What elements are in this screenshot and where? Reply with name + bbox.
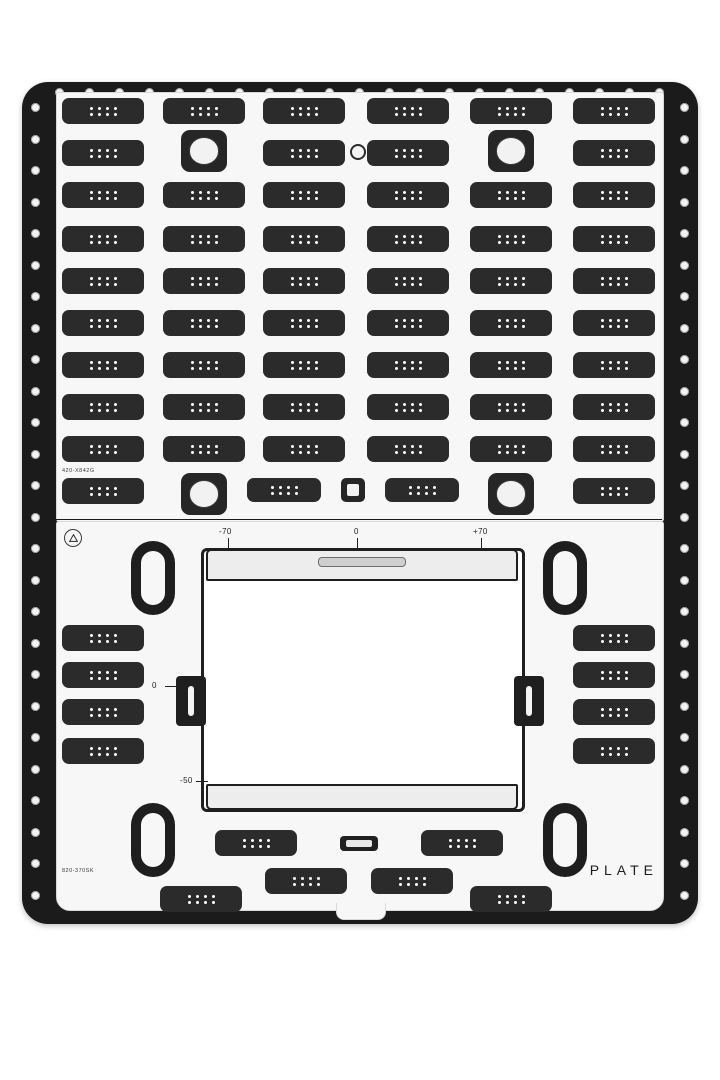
- rail-hole-right: [680, 135, 689, 144]
- pad-dots: [191, 277, 218, 286]
- label-left-minus50: -50: [180, 776, 193, 785]
- pad-dots: [395, 361, 422, 370]
- tick-left-minus50: [196, 781, 208, 782]
- mount-pad: [573, 226, 655, 252]
- mount-pad: [367, 182, 449, 208]
- mount-pad: [367, 310, 449, 336]
- boss-upper-left: [181, 130, 227, 172]
- rail-hole-right: [680, 481, 689, 490]
- mount-pad: [263, 140, 345, 166]
- pad-dots: [498, 895, 525, 904]
- label-left-zero: 0: [152, 681, 157, 690]
- mount-pad: [263, 226, 345, 252]
- rail-hole-right: [680, 198, 689, 207]
- pad-dots: [291, 277, 318, 286]
- pad-dots: [601, 191, 628, 200]
- rail-hole-left: [31, 859, 40, 868]
- rail-hole-left: [31, 765, 40, 774]
- mount-pad: [62, 140, 144, 166]
- pad-dots: [90, 277, 117, 286]
- mount-pad: [367, 352, 449, 378]
- mount-pad: [62, 625, 144, 651]
- pad-dots: [291, 445, 318, 454]
- mount-pad: [470, 268, 552, 294]
- pad-dots: [601, 708, 628, 717]
- mount-pad: [163, 436, 245, 462]
- bottom-notch: [336, 903, 386, 920]
- mount-pad: [371, 868, 453, 894]
- mount-pad: [470, 886, 552, 912]
- pad-dots: [191, 445, 218, 454]
- mount-pad: [470, 394, 552, 420]
- rail-hole-right: [680, 607, 689, 616]
- pad-dots: [601, 319, 628, 328]
- pad-dots: [90, 487, 117, 496]
- mount-pad: [62, 268, 144, 294]
- bay-top-slot: [318, 557, 406, 567]
- rail-hole-right: [680, 702, 689, 711]
- rail-hole-right: [680, 765, 689, 774]
- rail-hole-left: [31, 702, 40, 711]
- label-top-zero: 0: [354, 527, 359, 536]
- mount-pad: [573, 352, 655, 378]
- pad-dots: [291, 191, 318, 200]
- pad-dots: [395, 191, 422, 200]
- mount-pad: [470, 352, 552, 378]
- mount-pad: [62, 738, 144, 764]
- rail-hole-left: [31, 828, 40, 837]
- square-boss-center: [341, 478, 365, 502]
- panel-seam: [56, 519, 662, 520]
- bay-bottom-lip: [206, 784, 518, 810]
- rail-hole-left: [31, 387, 40, 396]
- pad-dots: [498, 107, 525, 116]
- mount-pad: [367, 98, 449, 124]
- mount-pad: [573, 478, 655, 504]
- center-bay: [201, 548, 525, 812]
- mount-pad: [573, 268, 655, 294]
- pad-dots: [188, 895, 215, 904]
- rail-hole-right: [680, 733, 689, 742]
- mount-pad: [163, 182, 245, 208]
- rail-hole-right: [680, 859, 689, 868]
- mount-pad: [62, 226, 144, 252]
- mount-pad: [163, 226, 245, 252]
- pad-dots: [498, 235, 525, 244]
- pad-dots: [395, 403, 422, 412]
- mount-pad: [263, 98, 345, 124]
- mount-pad: [573, 310, 655, 336]
- pad-dots: [291, 319, 318, 328]
- pad-dots: [90, 235, 117, 244]
- mount-pad: [163, 98, 245, 124]
- mount-pad: [573, 662, 655, 688]
- tick-left-zero: [165, 686, 177, 687]
- rail-hole-left: [31, 544, 40, 553]
- pad-dots: [601, 107, 628, 116]
- pad-dots: [191, 235, 218, 244]
- rail-hole-left: [31, 292, 40, 301]
- pad-dots: [601, 747, 628, 756]
- pad-dots: [291, 235, 318, 244]
- mount-pad: [367, 140, 449, 166]
- mount-pad: [573, 182, 655, 208]
- mount-pad: [215, 830, 297, 856]
- mount-pad: [385, 478, 459, 502]
- pad-dots: [90, 107, 117, 116]
- oblong-cutout-bottom-left: [131, 803, 175, 877]
- rail-hole-right: [680, 355, 689, 364]
- mount-pad: [62, 310, 144, 336]
- pad-dots: [601, 403, 628, 412]
- pad-dots: [395, 235, 422, 244]
- pad-dots: [395, 107, 422, 116]
- rail-hole-left: [31, 166, 40, 175]
- warning-triangle-icon: [64, 529, 82, 547]
- mount-pad: [62, 478, 144, 504]
- rail-hole-right: [680, 796, 689, 805]
- rail-hole-right: [680, 292, 689, 301]
- rail-hole-right: [680, 828, 689, 837]
- rail-hole-left: [31, 796, 40, 805]
- mount-pad: [263, 394, 345, 420]
- pad-dots: [601, 277, 628, 286]
- pilot-hole: [350, 144, 366, 160]
- mount-pad: [573, 140, 655, 166]
- rail-hole-left: [31, 229, 40, 238]
- rail-hole-left: [31, 355, 40, 364]
- port-icon: [340, 836, 378, 851]
- pad-dots: [601, 149, 628, 158]
- pad-dots: [291, 149, 318, 158]
- pad-dots: [90, 361, 117, 370]
- label-top-minus70: -70: [219, 527, 232, 536]
- pad-dots: [191, 361, 218, 370]
- bay-clamp-right: [514, 676, 544, 726]
- pad-dots: [498, 445, 525, 454]
- part-code-top: 420-X842G: [62, 468, 95, 474]
- pad-dots: [191, 403, 218, 412]
- mount-pad: [263, 436, 345, 462]
- mount-pad: [573, 98, 655, 124]
- rail-hole-left: [31, 670, 40, 679]
- mount-pad: [163, 310, 245, 336]
- rail-hole-right: [680, 324, 689, 333]
- pad-dots: [191, 319, 218, 328]
- pad-dots: [498, 191, 525, 200]
- pad-dots: [293, 877, 320, 886]
- mount-pad: [163, 394, 245, 420]
- pad-dots: [409, 486, 436, 495]
- pad-dots: [498, 277, 525, 286]
- rail-hole-right: [680, 261, 689, 270]
- mount-pad: [421, 830, 503, 856]
- mount-pad: [62, 98, 144, 124]
- rail-hole-left: [31, 103, 40, 112]
- pad-dots: [271, 486, 298, 495]
- mount-pad: [62, 699, 144, 725]
- rail-hole-right: [680, 513, 689, 522]
- pad-dots: [395, 277, 422, 286]
- brand-label: PLATE: [589, 862, 658, 878]
- rail-hole-right: [680, 576, 689, 585]
- bay-clamp-left: [176, 676, 206, 726]
- mount-pad: [265, 868, 347, 894]
- mount-pad: [62, 394, 144, 420]
- pad-dots: [601, 235, 628, 244]
- pad-dots: [601, 361, 628, 370]
- rail-hole-left: [31, 135, 40, 144]
- mount-pad: [263, 268, 345, 294]
- rail-hole-right: [680, 418, 689, 427]
- rail-hole-right: [680, 387, 689, 396]
- mount-pad: [573, 625, 655, 651]
- mount-pad: [470, 182, 552, 208]
- pad-dots: [90, 191, 117, 200]
- rail-hole-left: [31, 733, 40, 742]
- pad-dots: [90, 708, 117, 717]
- mount-pad: [573, 394, 655, 420]
- rail-hole-right: [680, 166, 689, 175]
- mount-pad: [573, 699, 655, 725]
- rail-hole-right: [680, 670, 689, 679]
- mount-pad: [62, 352, 144, 378]
- pad-dots: [498, 403, 525, 412]
- mount-pad: [163, 352, 245, 378]
- tick-top-minus70: [228, 538, 229, 548]
- pad-dots: [90, 445, 117, 454]
- mount-pad: [62, 182, 144, 208]
- mount-pad: [573, 738, 655, 764]
- pad-dots: [291, 361, 318, 370]
- rail-hole-right: [680, 103, 689, 112]
- pad-dots: [90, 671, 117, 680]
- pad-dots: [291, 107, 318, 116]
- tick-top-plus70: [481, 538, 482, 548]
- rail-hole-left: [31, 450, 40, 459]
- tick-top-zero: [357, 538, 358, 548]
- rail-hole-left: [31, 198, 40, 207]
- pad-dots: [395, 319, 422, 328]
- pad-dots: [243, 839, 270, 848]
- pad-dots: [191, 191, 218, 200]
- mount-pad: [247, 478, 321, 502]
- pad-dots: [90, 634, 117, 643]
- label-top-plus70: +70: [473, 527, 488, 536]
- mount-pad: [163, 268, 245, 294]
- rail-hole-left: [31, 481, 40, 490]
- pad-dots: [498, 361, 525, 370]
- mount-pad: [263, 182, 345, 208]
- boss-lower-left: [181, 473, 227, 515]
- oblong-cutout-top-right: [543, 541, 587, 615]
- pad-dots: [90, 149, 117, 158]
- mount-pad: [470, 310, 552, 336]
- pad-dots: [498, 319, 525, 328]
- rail-hole-left: [31, 639, 40, 648]
- rail-hole-left: [31, 513, 40, 522]
- rail-hole-left: [31, 261, 40, 270]
- pad-dots: [90, 403, 117, 412]
- rail-hole-left: [31, 576, 40, 585]
- mount-pad: [470, 226, 552, 252]
- rail-hole-right: [680, 229, 689, 238]
- mount-pad: [263, 352, 345, 378]
- mount-pad: [367, 226, 449, 252]
- mount-pad: [367, 268, 449, 294]
- pad-dots: [90, 319, 117, 328]
- mount-pad: [470, 436, 552, 462]
- mount-pad: [62, 436, 144, 462]
- pad-dots: [191, 107, 218, 116]
- boss-upper-right: [488, 130, 534, 172]
- pad-dots: [395, 445, 422, 454]
- rail-hole-left: [31, 418, 40, 427]
- pad-dots: [291, 403, 318, 412]
- pad-dots: [449, 839, 476, 848]
- mount-pad: [470, 98, 552, 124]
- rail-hole-left: [31, 891, 40, 900]
- oblong-cutout-bottom-right: [543, 803, 587, 877]
- rail-hole-left: [31, 324, 40, 333]
- oblong-cutout-top-left: [131, 541, 175, 615]
- mount-pad: [160, 886, 242, 912]
- rail-hole-right: [680, 891, 689, 900]
- pad-dots: [601, 671, 628, 680]
- rail-hole-right: [680, 450, 689, 459]
- rail-hole-right: [680, 544, 689, 553]
- mount-pad: [367, 436, 449, 462]
- pad-dots: [601, 445, 628, 454]
- part-code-bottom: 820-370SK: [62, 868, 95, 874]
- rail-hole-right: [680, 639, 689, 648]
- pad-dots: [395, 149, 422, 158]
- rail-hole-left: [31, 607, 40, 616]
- pad-dots: [601, 634, 628, 643]
- mount-pad: [263, 310, 345, 336]
- pad-dots: [601, 487, 628, 496]
- pad-dots: [90, 747, 117, 756]
- mount-pad: [62, 662, 144, 688]
- mount-pad: [367, 394, 449, 420]
- pad-dots: [399, 877, 426, 886]
- mount-pad: [573, 436, 655, 462]
- boss-lower-right: [488, 473, 534, 515]
